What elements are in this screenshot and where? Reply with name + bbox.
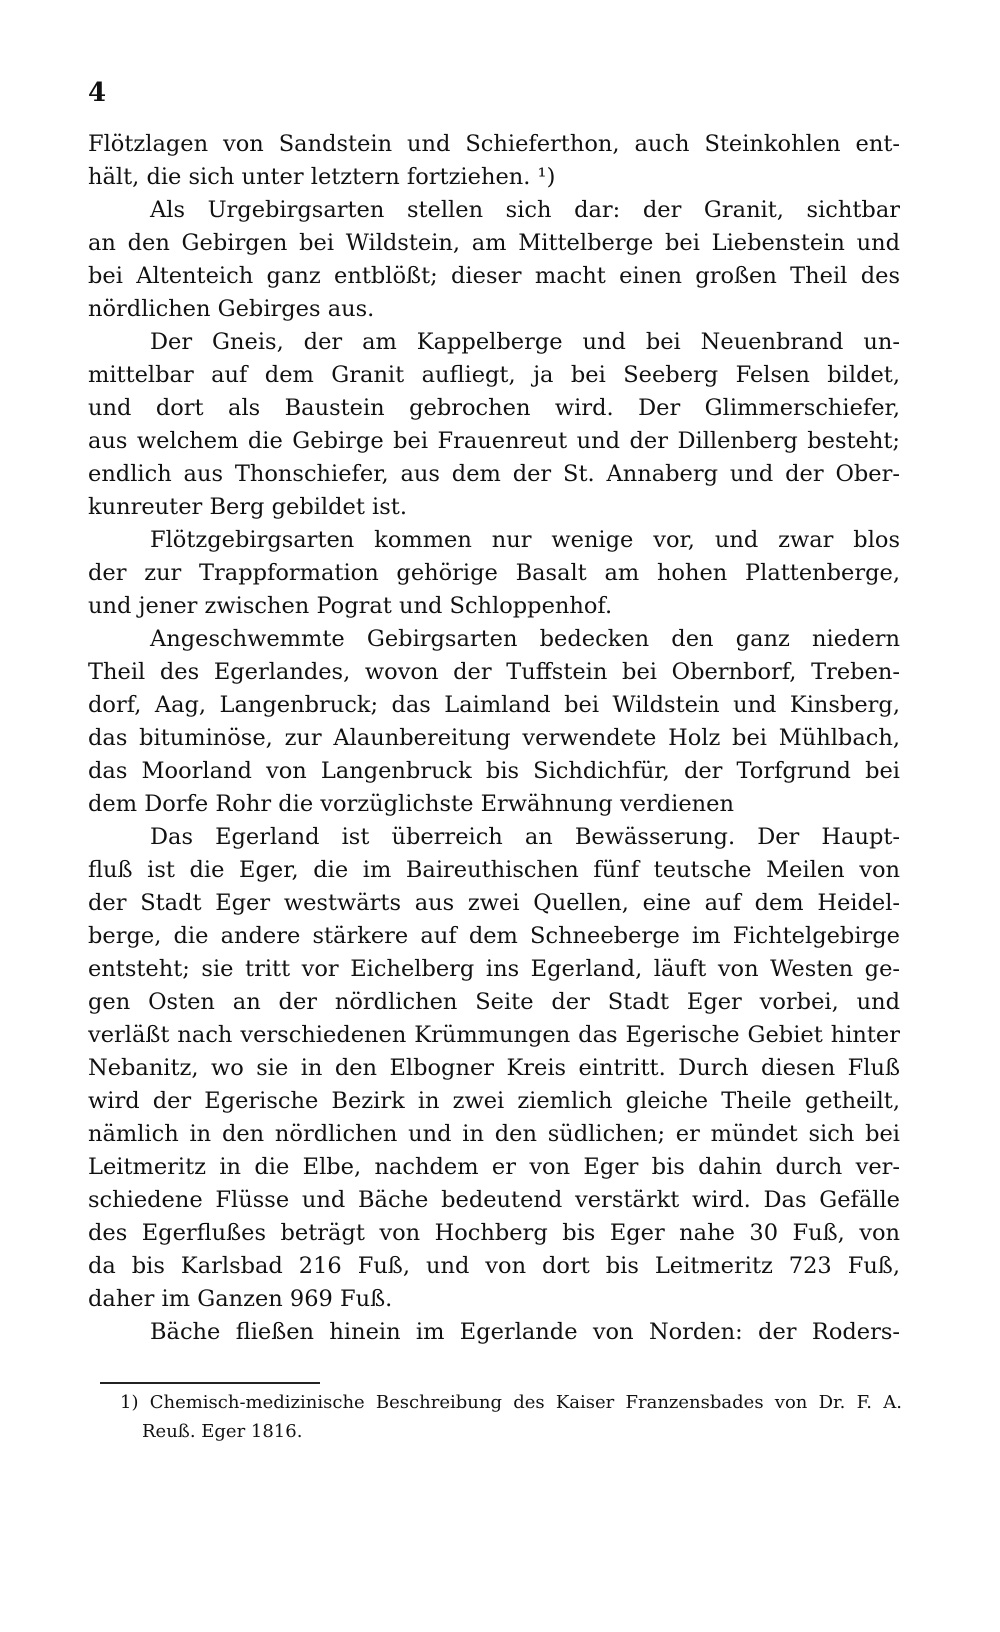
footnote-line: 1) Chemisch-medizinische Beschreibung des Kaiser Franzensbades von Dr. F. A. — [120, 1392, 902, 1413]
text-line: bei Altenteich ganz entblößt; dieser macht einen großen Theil des — [88, 263, 900, 289]
text-line: gen Osten an der nördlichen Seite der Stadt Eger vorbei, und — [88, 989, 900, 1015]
text-line: Theil des Egerlandes, wovon der Tuffstein bei Obernborf, Treben- — [88, 659, 900, 685]
text-line: an den Gebirgen bei Wildstein, am Mittelberge bei Liebenstein und — [88, 230, 900, 256]
text-line: Als Urgebirgsarten stellen sich dar: der Granit, sichtbar — [150, 197, 900, 223]
text-line: endlich aus Thonschiefer, aus dem der St. Annaberg und der Ober- — [88, 461, 900, 487]
text-line: fluß ist die Eger, die im Baireuthischen fünf teutsche Meilen von — [88, 857, 900, 883]
body-text — [88, 128, 900, 1349]
text-line: der Stadt Eger westwärts aus zwei Quellen, eine auf dem Heidel- — [88, 890, 900, 916]
text-line: nämlich in den nördlichen und in den südlichen; er mündet sich bei — [88, 1121, 900, 1147]
text-line: mittelbar auf dem Granit aufliegt, ja bei Seeberg Felsen bildet, — [88, 362, 900, 388]
text-line: entsteht; sie tritt vor Eichelberg ins Egerland, läuft von Westen ge- — [88, 956, 900, 982]
text-line: Angeschwemmte Gebirgsarten bedecken den ganz niedern — [150, 626, 900, 652]
text-line: daher im Ganzen 969 Fuß. — [88, 1286, 393, 1312]
text-line: dorf, Aag, Langenbruck; das Laimland bei Wildstein und Kinsberg, — [88, 692, 900, 718]
text-line: kunreuter Berg gebildet ist. — [88, 494, 407, 520]
text-line: Das Egerland ist überreich an Bewässerung. Der Haupt- — [150, 824, 900, 850]
text-line: hält, die sich unter letztern fortziehen. ¹) — [88, 164, 556, 190]
page-number: 4 — [88, 78, 107, 108]
text-line: verläßt nach verschiedenen Krümmungen das Egerische Gebiet hinter — [88, 1022, 900, 1048]
text-line: wird der Egerische Bezirk in zwei ziemlich gleiche Theile getheilt, — [88, 1088, 900, 1114]
text-line: berge, die andere stärkere auf dem Schneeberge im Fichtelgebirge — [88, 923, 900, 949]
text-line: Flötzgebirgsarten kommen nur wenige vor, und zwar blos — [150, 527, 900, 553]
text-line: und jener zwischen Pograt und Schloppenhof. — [88, 593, 613, 619]
text-line: Bäche fließen hinein im Egerlande von Norden: der Roders- — [150, 1319, 900, 1345]
footnote — [120, 1388, 902, 1446]
text-line: da bis Karlsbad 216 Fuß, und von dort bis Leitmeritz 723 Fuß, — [88, 1253, 900, 1279]
text-line: und dort als Baustein gebrochen wird. Der Glimmerschiefer, — [88, 395, 900, 421]
text-line: der zur Trappformation gehörige Basalt am hohen Plattenberge, — [88, 560, 900, 586]
text-line: Leitmeritz in die Elbe, nachdem er von Eger bis dahin durch ver- — [88, 1154, 900, 1180]
footnote-line: Reuß. Eger 1816. — [142, 1421, 303, 1442]
text-line: dem Dorfe Rohr die vorzüglichste Erwähnung verdienen — [88, 791, 734, 817]
text-line: aus welchem die Gebirge bei Frauenreut und der Dillenberg besteht; — [88, 428, 900, 454]
text-line: Nebanitz, wo sie in den Elbogner Kreis eintritt. Durch diesen Fluß — [88, 1055, 900, 1081]
text-line: des Egerflußes beträgt von Hochberg bis Eger nahe 30 Fuß, von — [88, 1220, 900, 1246]
text-line: das Moorland von Langenbruck bis Sichdichfür, der Torfgrund bei — [88, 758, 900, 784]
text-line: Der Gneis, der am Kappelberge und bei Neuenbrand un- — [150, 329, 900, 355]
text-line: nördlichen Gebirges aus. — [88, 296, 375, 322]
text-line: schiedene Flüsse und Bäche bedeutend verstärkt wird. Das Gefälle — [88, 1187, 900, 1213]
text-line: Flötzlagen von Sandstein und Schieferthon, auch Steinkohlen ent- — [88, 131, 900, 157]
footnote-separator — [100, 1382, 320, 1384]
text-line: das bituminöse, zur Alaunbereitung verwendete Holz bei Mühlbach, — [88, 725, 900, 751]
